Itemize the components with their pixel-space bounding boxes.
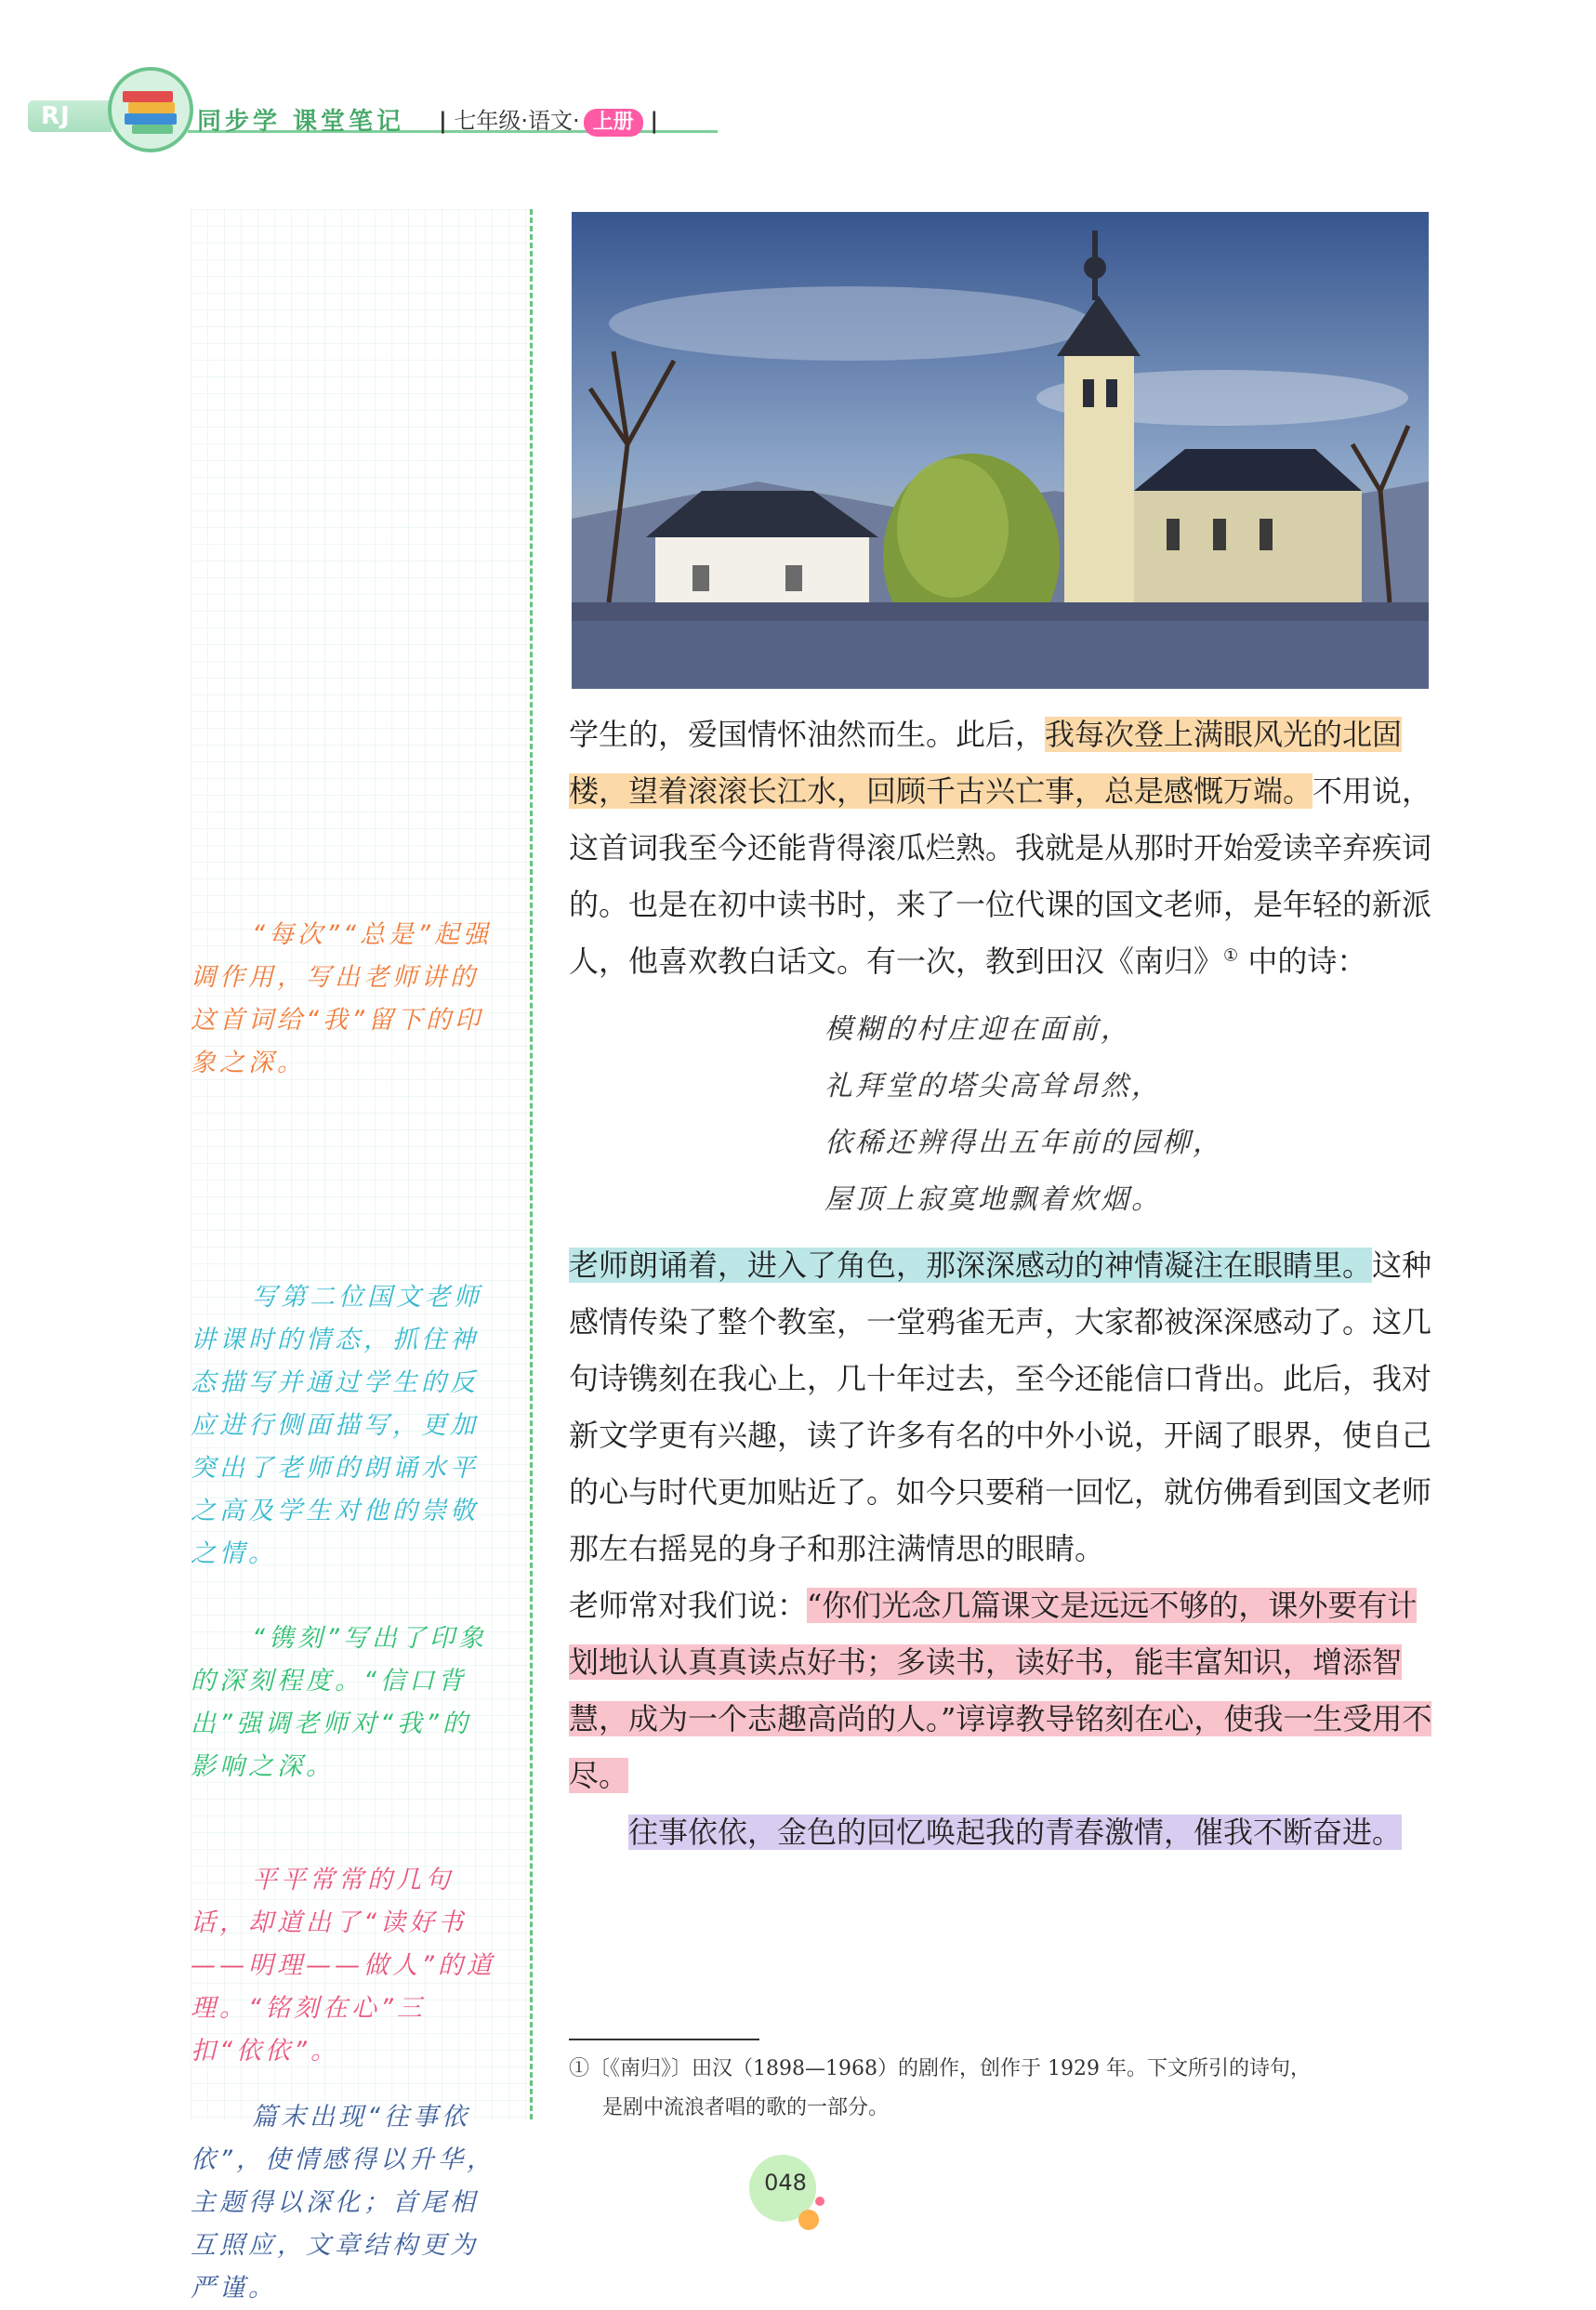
header-bar-right: | xyxy=(650,108,659,134)
church-painting xyxy=(572,212,1429,689)
edition-tab: RJ xyxy=(28,100,112,132)
grade-label: 七年级·语文· xyxy=(454,108,580,134)
margin-note: “镌刻”写出了印象的深刻程度。“信口背出”强调老师对“我”的影响之深。 xyxy=(191,1624,487,1781)
text-run: 不用说，这首词我至今还能背得滚瓜烂熟。我就是从那时开始爱读辛弃疾词的。也是在初中读书时，来了一位代课的国文老师，是年轻的新派人，他喜欢教白话文。有一次，教到田汉《南归》 xyxy=(569,773,1432,979)
footnote-marker: ① xyxy=(1223,945,1239,966)
poem-line: 模糊的村庄迎在面前， xyxy=(824,1013,1131,1046)
article-body xyxy=(569,706,1433,1861)
header-bar-left: | xyxy=(439,108,447,134)
text-run: 学生的，爱国情怀油然而生。此后， xyxy=(569,717,1046,752)
text-run: 这种感情传染了整个教室，一堂鸦雀无声，大家都被深深感动了。这几句诗镌刻在我心上，几十年过去，至今还能信口背出。此后，我对新文学更有兴趣，读了许多有名的中外小说，开阔了眼界，使自己的心与时代更加贴近了。如今只要稍一回忆，就仿佛看到国文老师那左右摇晃的身子和那注满情思的眼睛。 xyxy=(569,1247,1432,1566)
highlighted-sentence: 老师朗诵着，进入了角色，那深深感动的神情凝注在眼睛里。 xyxy=(569,1247,1373,1283)
page-number: 048 xyxy=(764,2170,807,2196)
highlighted-sentence: 往事依依，金色的回忆唤起我的青春激情，催我不断奋进。 xyxy=(628,1815,1403,1850)
highlighted-sentence: 我每次登上满眼风光的北固楼，望着滚滚长江水，回顾千古兴亡事，总是感慨万端。 xyxy=(569,717,1403,809)
poem-quote xyxy=(824,1001,1433,1228)
volume-badge: 上册 xyxy=(584,109,643,137)
grade-subject xyxy=(439,102,658,137)
margin-note: 写第二位国文老师讲课时的情态，抓住神态描写并通过学生的反应进行侧面描写，更加突出了老师的朗诵水平之高及学生对他的崇敬之情。 xyxy=(191,1283,482,1568)
poem-line: 礼拜堂的塔尖高耸昂然， xyxy=(824,1070,1162,1102)
poem-line: 屋顶上寂寞地飘着炊烟。 xyxy=(824,1183,1162,1216)
footnote-rule xyxy=(569,2039,759,2040)
margin-note: 篇末出现“往事依依”，使情感得以升华，主题得以深化；首尾相互照应，文章结构更为严谨。 xyxy=(191,2103,495,2303)
text-run: 老师常对我们说： xyxy=(569,1588,808,1623)
footnote-line: 是剧中流浪者唱的歌的一部分。 xyxy=(602,2096,890,2119)
highlighted-sentence: “你们光念几篇课文是远远不够的，课外要有计划地认认真真读点好书；多读书，读好书，能丰富知识，增添智慧，成为一个志趣高尚的人。”谆谆教导铭刻在心，使我一生受用不尽。 xyxy=(569,1588,1432,1793)
poem-line: 依稀还辨得出五年前的园柳， xyxy=(824,1127,1223,1159)
series-title: 同步学 课堂笔记 xyxy=(197,108,405,136)
margin-note: “每次”“总是”起强调作用，写出老师讲的这首词给“我”留下的印象之深。 xyxy=(191,920,492,1077)
margin-note: 平平常常的几句话，却道出了“读好书——明理——做人”的道理。“铭刻在心”三扣“依依”。 xyxy=(191,1866,495,2066)
page-header xyxy=(20,65,708,149)
margin-notes xyxy=(191,209,530,2303)
text-run: 中的诗： xyxy=(1238,944,1367,979)
paragraph xyxy=(569,1804,1433,1861)
footnote xyxy=(569,2050,1443,2128)
footnote-line: ①〔《南归》〕田汉（1898—1968）的剧作，创作于 1929 年。下文所引的诗句， xyxy=(569,2057,1311,2080)
margin-divider xyxy=(530,209,533,2119)
paragraph xyxy=(569,706,1433,990)
paragraph xyxy=(569,1237,1433,1577)
paragraph xyxy=(569,1577,1433,1804)
books-logo-icon xyxy=(106,65,195,154)
